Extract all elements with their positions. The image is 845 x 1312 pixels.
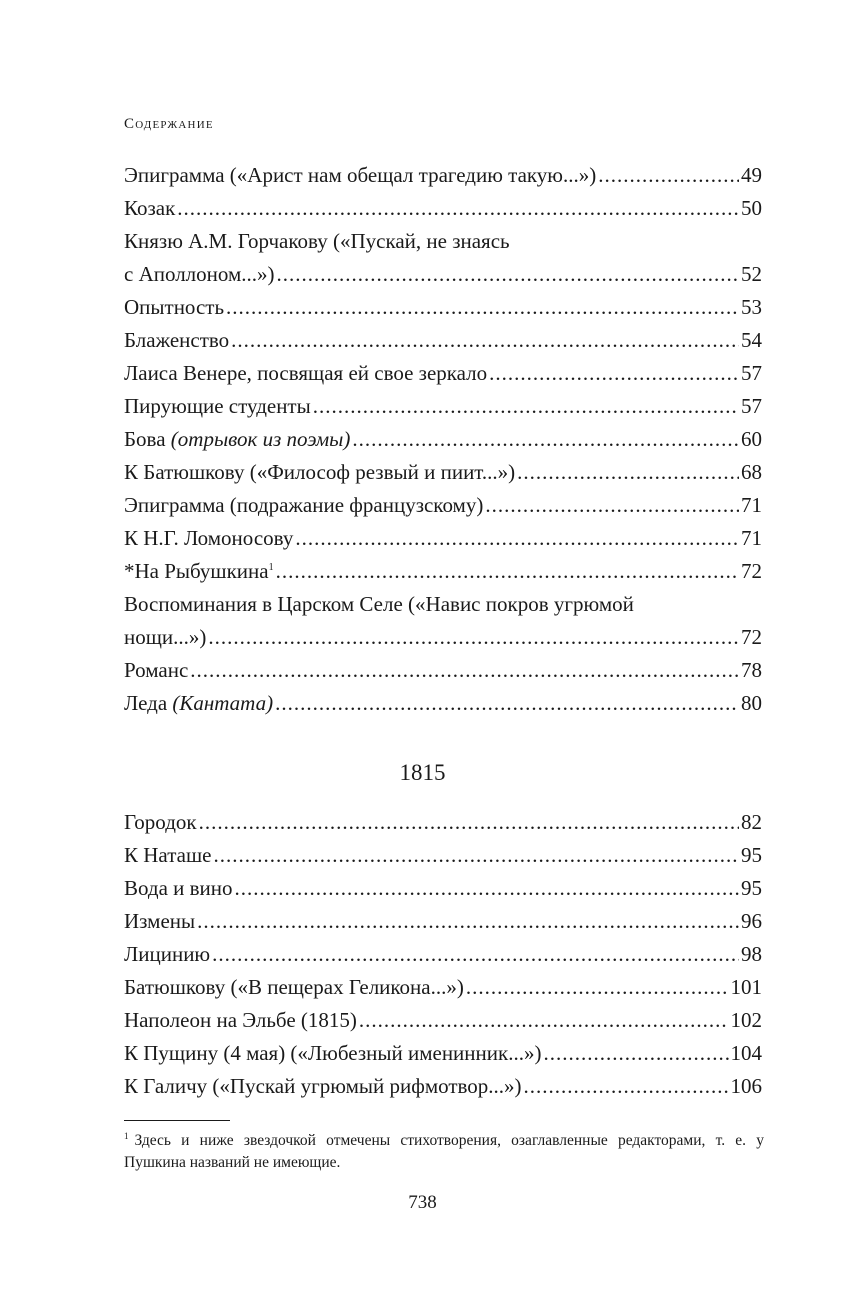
dot-leader (190, 654, 739, 687)
toc-entry-page: 71 (741, 526, 762, 550)
toc-entry-title (124, 555, 274, 588)
toc-entry-title: К Батюшкову («Философ резвый и пиит...») (124, 460, 516, 484)
toc-entry-page: 104 (730, 1041, 762, 1065)
toc-entry-page: 102 (730, 1008, 762, 1032)
footnote (124, 1130, 764, 1174)
dot-leader (231, 324, 739, 357)
dot-leader (212, 938, 739, 971)
toc-entry-page: 53 (741, 295, 762, 319)
toc-entry (124, 258, 762, 291)
toc-entry (124, 192, 762, 225)
toc-entry-title: Вода и вино (124, 876, 233, 900)
toc-entry (124, 905, 762, 938)
dot-leader (598, 159, 739, 192)
toc-entry (124, 839, 762, 872)
toc-entry (124, 324, 762, 357)
toc-entry (124, 522, 762, 555)
toc-entry-page: 50 (741, 196, 762, 220)
toc-entry-title: Романс (124, 658, 189, 682)
footnote-rule (124, 1120, 230, 1121)
toc-entry (124, 489, 762, 522)
toc-entry-title (124, 687, 273, 720)
toc-entry (124, 687, 762, 720)
toc-entry-title: К Н.Г. Ломоносову (124, 526, 294, 550)
toc-entry-page: 101 (730, 975, 762, 999)
toc-entry (124, 357, 762, 390)
toc-entry-title: Блаженство (124, 328, 230, 352)
toc-entry-title-roman: Леда (124, 691, 173, 715)
toc-entry-page: 106 (730, 1074, 762, 1098)
page-number: 738 (408, 1192, 437, 1213)
dot-leader (235, 872, 739, 905)
toc-entry-title-italic: (Кантата) (172, 691, 274, 715)
toc-entry (124, 390, 762, 423)
footnote-mark: 1 (124, 1130, 129, 1141)
toc-entry-page: 72 (741, 559, 762, 583)
toc-entry (124, 1070, 762, 1103)
toc-entry (124, 872, 762, 905)
toc-entry (124, 1037, 762, 1070)
toc-entry-title: Наполеон на Эльбе (1815) (124, 1008, 357, 1032)
toc-entry-title-roman: Бова (124, 427, 171, 451)
toc-entry-title: Батюшкову («В пещерах Геликона...») (124, 975, 464, 999)
dot-leader (177, 192, 739, 225)
toc-entry-title: Городок (124, 810, 197, 834)
dot-leader (517, 456, 739, 489)
running-head: Содержание (124, 116, 214, 132)
toc-entry (124, 806, 762, 839)
toc-entry-title: Эпиграмма («Арист нам обещал трагедию такую...») (124, 163, 597, 187)
toc-entry-title: Измены (124, 909, 196, 933)
toc-entry-title-line1: Князю А.М. Горчакову («Пускай, не знаясь (124, 229, 510, 253)
dot-leader (485, 489, 739, 522)
toc-entry (124, 291, 762, 324)
toc-entry (124, 654, 762, 687)
toc-entry-title: К Галичу («Пускай угрюмый рифмотвор...») (124, 1074, 522, 1098)
toc-entry-title: нощи...») (124, 625, 207, 649)
section-heading-year: 1815 (399, 760, 446, 785)
toc-entry-page: 80 (741, 691, 762, 715)
toc-entry (124, 555, 762, 588)
toc-entry-title: Лицинию (124, 942, 211, 966)
dot-leader (213, 839, 739, 872)
toc-entry-page: 52 (741, 262, 762, 286)
toc-entry-title-italic: (отрывок из поэмы) (170, 427, 351, 451)
toc-entry-page: 49 (741, 163, 762, 187)
dot-leader (197, 905, 739, 938)
toc-entry-page: 72 (741, 625, 762, 649)
toc-entry (124, 159, 762, 192)
toc-entry-page: 68 (741, 460, 762, 484)
toc-entry-title (124, 423, 350, 456)
dot-leader (275, 687, 739, 720)
toc-entry-title-line1: Воспоминания в Царском Селе («Навис покров угрюмой (124, 592, 634, 616)
toc-entry-page: 71 (741, 493, 762, 517)
toc-entry-title: Опытность (124, 295, 225, 319)
toc-entry-page: 95 (741, 843, 762, 867)
dot-leader (277, 258, 739, 291)
toc-entry-page: 60 (741, 427, 762, 451)
toc-section-1 (124, 159, 762, 720)
dot-leader (226, 291, 739, 324)
footnote-text: Здесь и ниже звездочкой отмечены стихотворения, озаглавленные редакторами, т. е. у Пушкина названий не имеющие. (124, 1132, 764, 1171)
toc-entry-title: К Наташе (124, 843, 212, 867)
toc-entry-title: с Аполлоном...») (124, 262, 275, 286)
toc-entry-page: 57 (741, 394, 762, 418)
toc-section-2 (124, 806, 762, 1103)
dot-leader (276, 555, 739, 588)
toc-entry-title: Эпиграмма (подражание французскому) (124, 493, 484, 517)
dot-leader (524, 1070, 729, 1103)
footnote-reference: 1 (268, 562, 274, 573)
toc-entry (124, 971, 762, 1004)
toc-entry-page: 78 (741, 658, 762, 682)
toc-entry (124, 1004, 762, 1037)
dot-leader (359, 1004, 729, 1037)
dot-leader (208, 621, 739, 654)
toc-entry-title: К Пущину (4 мая) («Любезный именинник...») (124, 1041, 542, 1065)
toc-entry-page: 54 (741, 328, 762, 352)
toc-entry-title: Лаиса Венере, посвящая ей свое зеркало (124, 361, 488, 385)
toc-entry-page: 96 (741, 909, 762, 933)
toc-entry-page: 82 (741, 810, 762, 834)
toc-entry (124, 621, 762, 654)
dot-leader (352, 423, 739, 456)
toc-entry (124, 456, 762, 489)
dot-leader (199, 806, 739, 839)
toc-entry-title: Козак (124, 196, 176, 220)
toc-entry-page: 95 (741, 876, 762, 900)
toc-entry-page: 98 (741, 942, 762, 966)
toc-entry (124, 423, 762, 456)
dot-leader (489, 357, 739, 390)
dot-leader (313, 390, 739, 423)
toc-entry-title-text: *На Рыбушкина (124, 559, 269, 583)
dot-leader (295, 522, 739, 555)
dot-leader (466, 971, 729, 1004)
toc-entry-page: 57 (741, 361, 762, 385)
toc-entry-title: Пирующие студенты (124, 394, 311, 418)
dot-leader (543, 1037, 728, 1070)
toc-entry (124, 938, 762, 971)
